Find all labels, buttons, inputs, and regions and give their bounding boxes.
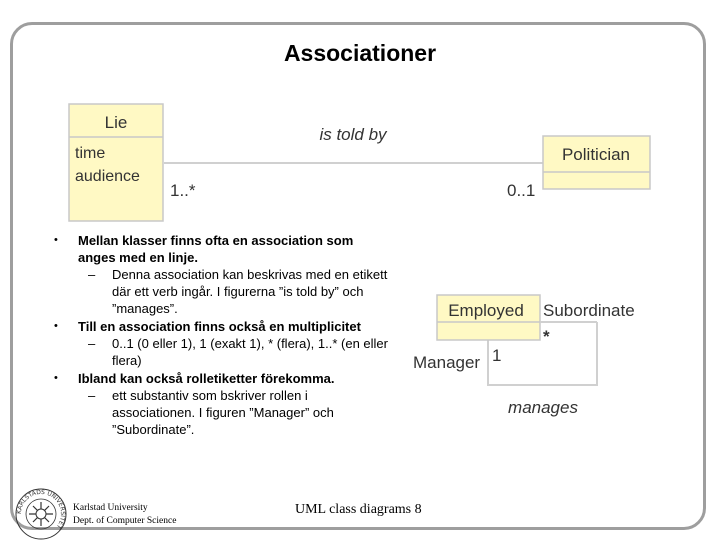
association-label-is-told-by: is told by bbox=[319, 125, 387, 144]
association-label-manages: manages bbox=[508, 398, 578, 417]
class-employed-name: Employed bbox=[448, 301, 524, 320]
multiplicity-manager: 1 bbox=[492, 346, 502, 365]
bullet-item bbox=[54, 318, 394, 369]
bullet-text: Mellan klasser finns ofta en association som anges med en linje. bbox=[78, 233, 354, 265]
svg-text:KARLSTADS UNIVERSITET: KARLSTADS UNIVERSITET bbox=[15, 488, 67, 530]
slide-title: Associationer bbox=[283, 40, 437, 66]
class-lie-attribute-audience: audience bbox=[75, 168, 140, 185]
role-subordinate: Subordinate bbox=[543, 301, 635, 320]
class-lie-attribute-time: time bbox=[75, 145, 106, 162]
class-lie bbox=[69, 104, 163, 221]
sub-bullet-text: – ett substantiv som bskriver rollen i associationen. I figuren ”Manager” och ”Subordinate”. bbox=[78, 387, 394, 438]
footer-university-name: Karlstad University bbox=[73, 503, 148, 513]
footer-university bbox=[73, 502, 176, 528]
bullet-item bbox=[54, 370, 394, 438]
bullet-text: Ibland kan också rolletiketter förekomma. bbox=[78, 371, 335, 386]
sub-bullet-text: – 0..1 (0 eller 1), 1 (exakt 1), * (flera), 1..* (en eller flera) bbox=[78, 335, 394, 369]
bullet-list bbox=[54, 232, 394, 439]
sub-bullet-text: – Denna association kan beskrivas med en etikett där ett verb ingår. I figurerna ”is told by” och ”manages”. bbox=[78, 266, 394, 317]
multiplicity-politician-end: 0..1 bbox=[507, 181, 536, 200]
class-employed bbox=[437, 295, 540, 340]
class-politician bbox=[543, 136, 650, 189]
multiplicity-lie-end: 1..* bbox=[170, 181, 196, 200]
university-seal-logo bbox=[14, 488, 68, 540]
class-politician-name: Politician bbox=[561, 145, 631, 164]
footer-page-label: UML class diagrams 8 bbox=[295, 502, 422, 517]
footer-department-name: Dept. of Computer Science bbox=[73, 516, 177, 526]
bullet-text: Till en association finns också en multiplicitet bbox=[78, 319, 361, 334]
multiplicity-subordinate: * bbox=[543, 327, 550, 346]
bullet-item bbox=[54, 232, 394, 317]
role-manager: Manager bbox=[413, 353, 481, 372]
class-lie-name: Lie bbox=[104, 113, 128, 132]
